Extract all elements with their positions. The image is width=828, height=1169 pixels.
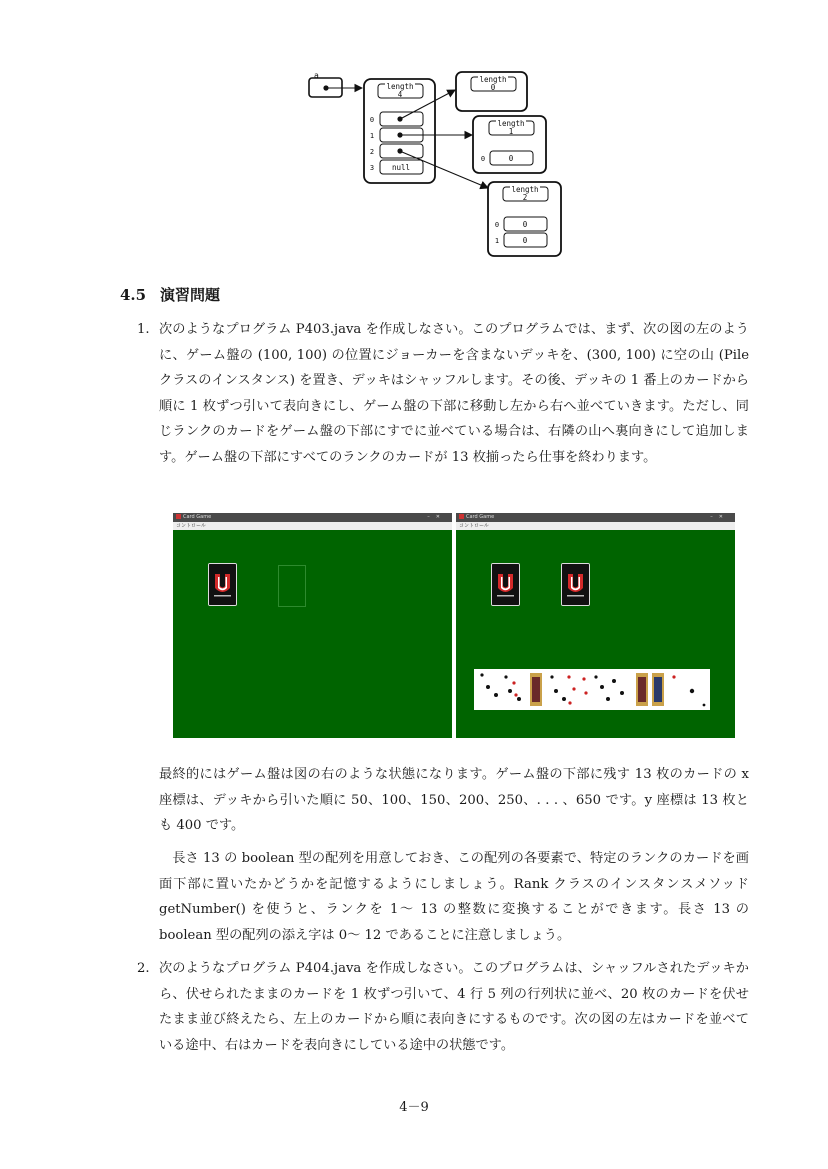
menu-bar[interactable] bbox=[173, 522, 452, 530]
sub1-length-label: length bbox=[497, 119, 525, 128]
pile-card-back bbox=[561, 563, 590, 606]
section-number: 4.5 bbox=[120, 286, 147, 304]
outer-length-label: length bbox=[386, 82, 414, 91]
sub2-index-0: 0 bbox=[494, 221, 500, 229]
deck-card-back bbox=[208, 563, 237, 606]
card-back-logo-icon bbox=[492, 564, 519, 605]
window-title: Card Game bbox=[466, 514, 495, 520]
app-icon bbox=[459, 514, 464, 519]
window-titlebar bbox=[173, 513, 452, 522]
sub1-length-value: 1 bbox=[508, 127, 514, 136]
sub2-value-0: 0 bbox=[522, 220, 528, 229]
app-icon bbox=[176, 514, 181, 519]
sub2-length-label: length bbox=[511, 185, 539, 194]
sub0-length-label: length bbox=[479, 75, 507, 84]
window-controls[interactable]: –✕ bbox=[710, 514, 729, 520]
item-1-after-1: 最終的にはゲーム盤は図の右のような状態になります。ゲーム盤の下部に残す 13 枚のカードの x 座標は、デッキから引いた順に 50、100、150、200、250、. . . 、650 です。y 座標は 13 枚とも 400 です。 bbox=[159, 767, 749, 833]
window-titlebar bbox=[456, 513, 735, 522]
sub2-index-1: 1 bbox=[494, 237, 500, 245]
face-up-card-row bbox=[474, 669, 710, 710]
sub2-length-value: 2 bbox=[522, 193, 528, 202]
array-diagram bbox=[0, 0, 828, 270]
item-1-after-2: 長さ 13 の boolean 型の配列を用意しておき、この配列の各要素で、特定のランクのカードを画面下部に置いたかどうかを記憶するようにしましょう。Rank クラスのインスタンスメソッド getNumber() を使うと、ランクを 1～ 13 の整数に変換することができます。長さ 13 の boolean 型の配列の添え字は 0～ 12 であることに注意しましょう。 bbox=[159, 851, 749, 943]
screenshot-left bbox=[173, 513, 452, 738]
window-title: Card Game bbox=[183, 514, 212, 520]
outer-length-value: 4 bbox=[397, 90, 403, 99]
index-0: 0 bbox=[369, 116, 375, 124]
menu-bar[interactable] bbox=[456, 522, 735, 530]
empty-pile-slot bbox=[278, 565, 306, 607]
window-controls[interactable]: –✕ bbox=[427, 514, 446, 520]
card-back-logo-icon bbox=[562, 564, 589, 605]
sub1-value-0: 0 bbox=[508, 154, 514, 163]
item-2-number: 2. bbox=[137, 961, 150, 976]
item-2-text: 次のようなプログラム P404.java を作成しなさい。このプログラムは、シャッフルされたデッキから、伏せられたままのカードを 1 枚ずつ引いて、4 行 5 列の行列状に並べ、20 枚のカードを伏せたまま並び終えたら、左上のカードから順に表向きにするものです。次の図の左はカードを並べている途中、右はカードを表向きにしている途中の状態です。 bbox=[159, 961, 749, 1053]
var-label: a bbox=[314, 71, 319, 80]
card-back-logo-icon bbox=[209, 564, 236, 605]
index-2: 2 bbox=[369, 148, 375, 156]
index-3: 3 bbox=[369, 164, 375, 172]
deck-card-back bbox=[491, 563, 520, 606]
section-heading bbox=[120, 284, 220, 305]
sub1-index-0: 0 bbox=[480, 155, 486, 163]
sub0-length-value: 0 bbox=[490, 83, 496, 92]
playing-cards-image bbox=[474, 669, 710, 710]
sub2-value-1: 0 bbox=[522, 236, 528, 245]
menu-control[interactable]: コントロール bbox=[459, 523, 489, 529]
item-1-number: 1. bbox=[137, 322, 150, 337]
item-1-text: 次のようなプログラム P403.java を作成しなさい。このプログラムでは、まず、次の図の左のように、ゲーム盤の (100, 100) の位置にジョーカーを含まないデッキを、(300, 100) に空の山 (Pile クラスのインスタンス) を置き、デッキはシャッフルします。その後、デッキの 1 番上のカードから順に 1 枚ずつ引いて表向きにし、ゲーム盤の下部に移動し左から右へ並べていきます。ただし、同じランクのカードをゲーム盤の下部にすでに並べている場合は、右隣の山へ裏向きにして追加します。ゲーム盤の下部にすべてのランクのカードが 13 枚揃ったら仕事を終わります。 bbox=[159, 322, 749, 465]
menu-control[interactable]: コントロール bbox=[176, 523, 206, 529]
index-1: 1 bbox=[369, 132, 375, 140]
null-value: null bbox=[391, 163, 411, 172]
section-title: 演習問題 bbox=[160, 286, 221, 304]
screenshot-right bbox=[456, 513, 735, 738]
page-number: 4－9 bbox=[399, 1100, 429, 1115]
